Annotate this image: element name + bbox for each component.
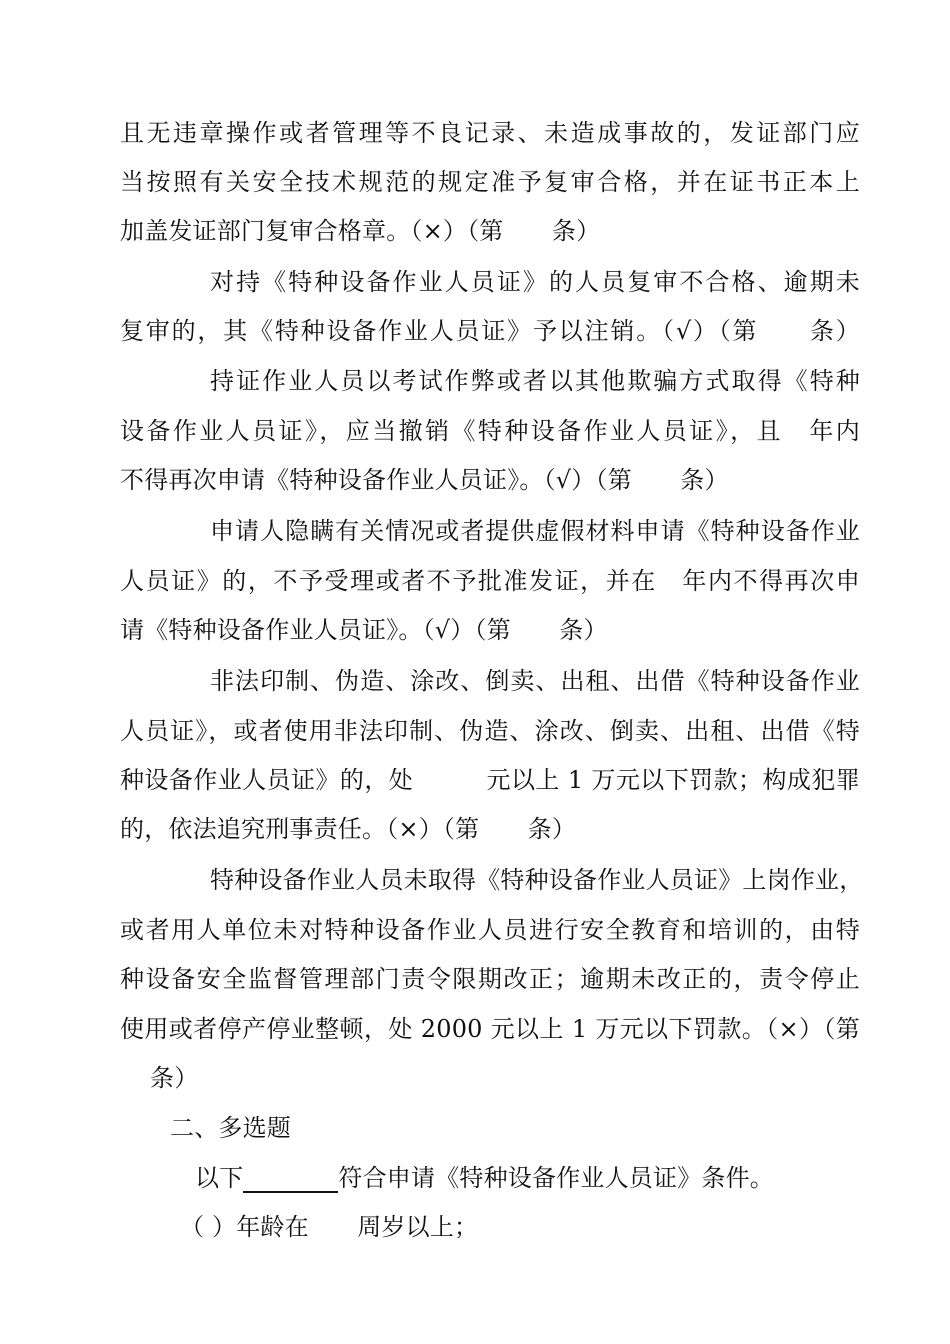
question-text-before: 以下 (195, 1164, 244, 1192)
question-text-after: 符合申请《特种设备作业人员证》条件。 (338, 1164, 775, 1192)
paragraph-line: 的，依法追究刑事责任。（×）（第 条） (120, 815, 577, 843)
paragraph-line: 条） (150, 1064, 199, 1092)
paragraph-line: 或者用人单位未对特种设备作业人员进行安全教育和培训的，由特 (120, 916, 860, 944)
paragraph-line: 种设备安全监督管理部门责令限期改正；逾期未改正的，责令停止 (120, 965, 860, 993)
paragraph-line: 使用或者停产停业整顿，处 2000 元以上 1 万元以下罚款。（×）（第 (120, 1015, 860, 1043)
paragraph-line: 持证作业人员以考试作弊或者以其他欺骗方式取得《特种 (210, 367, 860, 395)
paragraph-line: 设备作业人员证》，应当撤销《特种设备作业人员证》，且 年内 (120, 417, 860, 445)
question-stem (195, 1163, 855, 1193)
paragraph-line: 非法印制、伪造、涂改、倒卖、出租、出借《特种设备作业 (210, 667, 860, 695)
paragraph-line: 不得再次申请《特种设备作业人员证》。（√）（第 条） (120, 466, 729, 494)
paragraph-line: 特种设备作业人员未取得《特种设备作业人员证》上岗作业， (210, 866, 864, 894)
paragraph-line: 且无违章操作或者管理等不良记录、未造成事故的，发证部门应 (120, 119, 860, 147)
paragraph-line: 当按照有关安全技术规范的规定准予复审合格，并在证书正本上 (120, 168, 860, 196)
paragraph-line: 对持《特种设备作业人员证》的人员复审不合格、逾期未 (210, 268, 860, 296)
paragraph-line: 种设备作业人员证》的，处 元以上 1 万元以下罚款；构成犯罪 (120, 766, 860, 794)
section-heading: 二、多选题 (170, 1114, 291, 1142)
paragraph-line: 申请人隐瞒有关情况或者提供虚假材料申请《特种设备作业 (210, 517, 860, 545)
paragraph-line: 复审的，其《特种设备作业人员证》予以注销。（√）（第 条） (120, 317, 860, 345)
answer-option: （ ）年龄在 周岁以上； (180, 1213, 479, 1241)
paragraph-line: 人员证》，或者使用非法印制、伪造、涂改、倒卖、出租、出借《特 (120, 717, 860, 745)
paragraph-line: 请《特种设备作业人员证》。（√）（第 条） (120, 616, 608, 644)
answer-blank (243, 1163, 338, 1193)
paragraph-line: 人员证》的，不予受理或者不予批准发证，并在 年内不得再次申 (120, 567, 860, 595)
paragraph-line: 加盖发证部门复审合格章。（×）（第 条） (120, 217, 601, 245)
